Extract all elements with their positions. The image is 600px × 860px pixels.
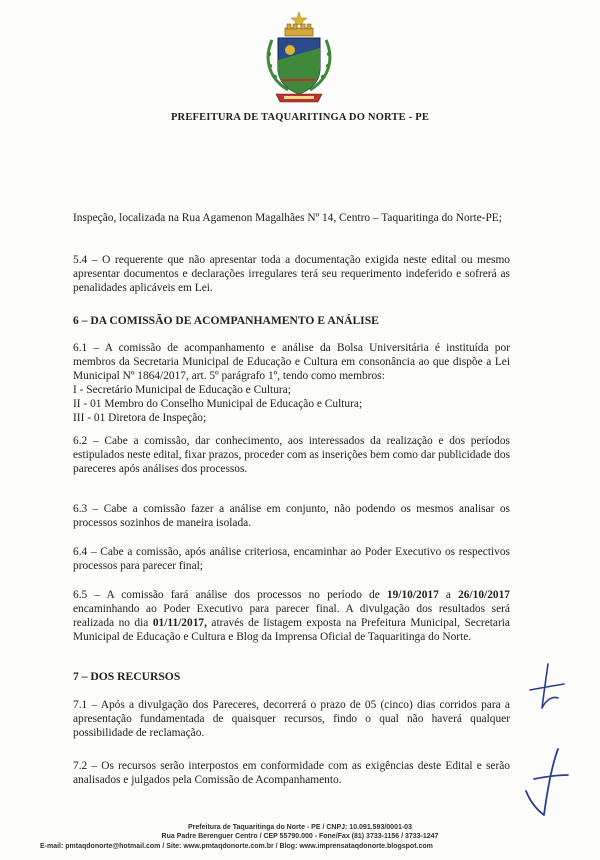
paragraph-7-2: 7.2 – Os recursos serão interpostos em conformidade com as exigências deste Edital e serão analisados e julgados pela Comissão de Acompanhamento.: [73, 760, 510, 786]
paragraph-7-1: 7.1 – Após a divulgação dos Pareceres, decorrerá o prazo de 05 (cinco) dias corridos para a apresentação fundamentada de quaisquer recursos, findo o qual não haverá qualquer possibilidade de reclamação.: [73, 699, 510, 739]
page-header-title: PREFEITURA DE TAQUARITINGA DO NORTE - PE: [170, 112, 430, 123]
paragraph-6-1: 6.1 – A comissão de acompanhamento e análise da Bolsa Universitária é instituída por membros da Secretaria Municipal de Educação e Cultura em consonância ao que dispõe a Lei Municipal Nº 1864/2017, art. 5º parágrafo 1º, tendo como membros:: [73, 342, 510, 382]
footer-address-line: Rua Padre Berenguer Centro / CEP 55790.000 - Fone/Fax (81) 3733-1156 / 3733-1247: [161, 833, 439, 841]
footer-contact-line: E-mail: pmtaqdonorte@hotmail.com / Site: www.pmtaqdonorte.com.br / Blog: www.imprensataqdonorte.blogspot.com: [40, 842, 433, 850]
paragraph-6-5-text: 6.5 – A comissão fará análise dos processos no período de: [73, 589, 387, 601]
handwritten-initial-signature: [522, 660, 570, 720]
analysis-start-date: 19/10/2017: [386, 589, 439, 601]
paragraph-6-5-text: através de listagem exposta na Prefeitura Municipal, Secretaria Municipal de Educação e Cultura e Blog da Imprensa Oficial de Taquaritinga do Norte.: [73, 617, 510, 643]
paragraph-6-4: 6.4 – Cabe a comissão, após análise criteriosa, encaminhar ao Poder Executivo os respectivos processos para parecer final;: [73, 546, 510, 572]
paragraph-6-5: [73, 588, 510, 644]
footer-cnpj-line: Prefeitura de Taquaritinga do Norte - PE / CNPJ: 10.091.593/0001-03: [188, 824, 412, 831]
member-list-item: II - 01 Membro do Conselho Municipal de Educação e Cultura;: [73, 398, 363, 410]
paragraph-6-5-text: encaminhando ao Poder Executivo para parecer final. A divulgação dos resultados será realizada no dia: [73, 603, 510, 629]
member-list-item: I - Secretário Municipal de Educação e Cultura;: [73, 384, 291, 396]
paragraph-6-5-text: a: [438, 589, 459, 601]
paragraph-5-4: 5.4 – O requerente que não apresentar toda a documentação exigida neste edital ou mesmo apresentar documentos e declarações irregulares terá seu requerimento indeferido e sofrerá as penalidades aplicáveis em Lei.: [73, 254, 510, 294]
handwritten-signature: [514, 745, 576, 819]
paragraph-6-2: 6.2 – Cabe a comissão, dar conhecimento, aos interessados da realização e dos períodos estipulados neste edital, fixar prazos, proceder com as inserições bem como dar publicidade dos pareceres após análises dos processos.: [73, 435, 510, 475]
section-heading-7: 7 – DOS RECURSOS: [73, 670, 181, 683]
municipal-coat-of-arms: [258, 10, 340, 110]
member-list-item: III - 01 Diretora de Inspeção;: [73, 412, 207, 424]
member-list: [73, 383, 510, 425]
paragraph-6-3: 6.3 – Cabe a comissão fazer a análise em conjunto, não podendo os mesmos analisar os processos sozinhos de maneira isolada.: [73, 503, 510, 529]
analysis-end-date: 26/10/2017: [458, 589, 510, 601]
page-footer: [40, 823, 560, 851]
results-date: 01/11/2017,: [152, 617, 207, 629]
paragraph-inspecao: Inspeção, localizada na Rua Agamenon Magalhães Nº 14, Centro – Taquaritinga do Norte-PE;: [73, 212, 502, 224]
section-heading-6: 6 – DA COMISSÃO DE ACOMPANHAMENTO E ANÁLISE: [73, 314, 379, 327]
